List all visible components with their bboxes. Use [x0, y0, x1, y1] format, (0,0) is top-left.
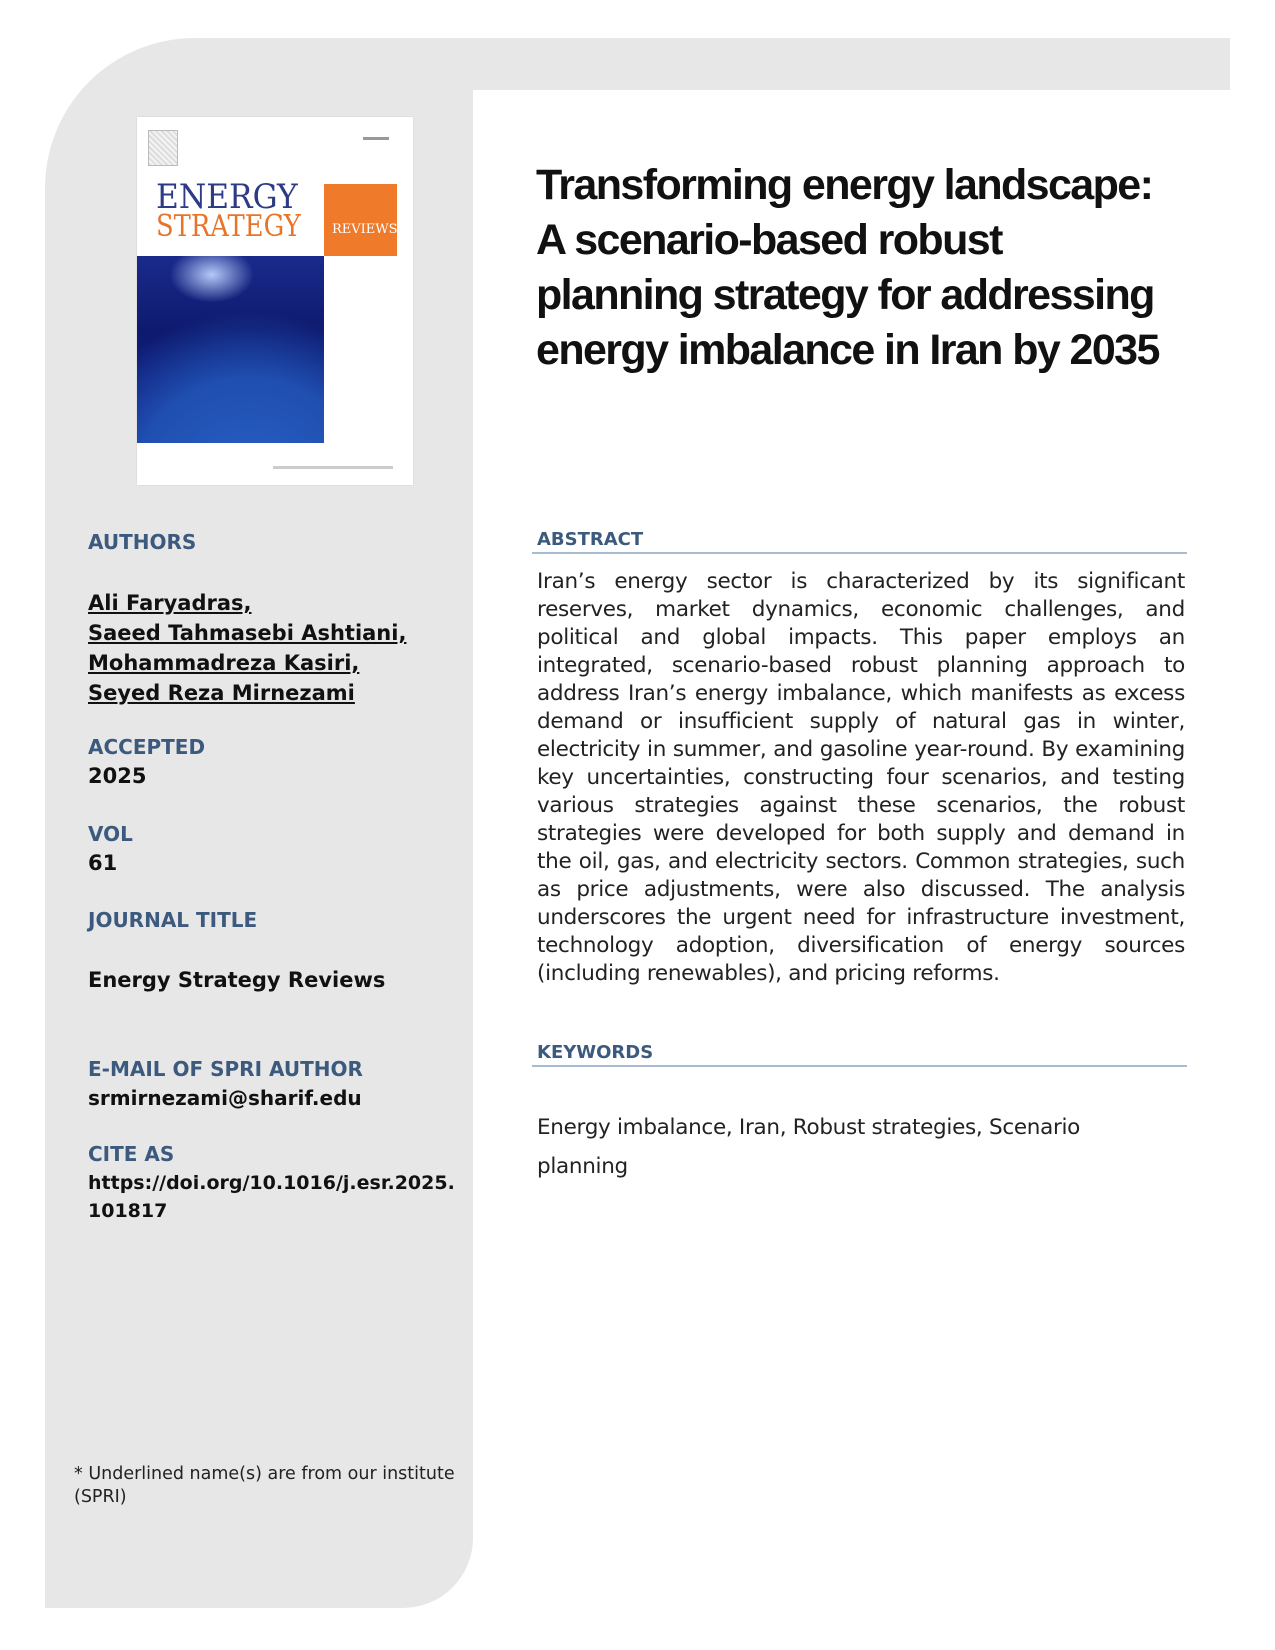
cover-footer-mark: [273, 466, 393, 469]
vol-label: VOL: [88, 822, 133, 846]
cite-doi-line2[interactable]: 101817: [88, 1200, 168, 1222]
accepted-value: 2025: [88, 764, 147, 788]
cover-title-line1: ENERGY: [156, 177, 298, 217]
abstract-divider: [532, 552, 1187, 554]
cover-globe-image: [137, 256, 324, 443]
author-name[interactable]: Saeed Tahmasebi Ashtiani,: [88, 621, 407, 645]
cover-issn-mark: [363, 137, 389, 140]
accepted-label: ACCEPTED: [88, 735, 206, 759]
journal-label: JOURNAL TITLE: [88, 908, 258, 932]
vol-value: 61: [88, 851, 118, 875]
header-band: [400, 38, 1230, 90]
email-value[interactable]: srmirnezami@sharif.edu: [88, 1086, 362, 1110]
cover-title-line2: STRATEGY: [156, 209, 301, 244]
keywords-text: Energy imbalance, Iran, Robust strategies, Scenario planning: [537, 1115, 1081, 1179]
email-label: E-MAIL OF SPRI AUTHOR: [88, 1057, 363, 1081]
author-name[interactable]: Seyed Reza Mirnezami: [88, 681, 355, 705]
institute-note: * Underlined name(s) are from our institute (SPRI): [74, 1464, 455, 1507]
cite-doi-line1[interactable]: https://doi.org/10.1016/j.esr.2025.: [88, 1172, 455, 1194]
journal-value: Energy Strategy Reviews: [88, 968, 386, 992]
cover-badge-text: REVIEWS: [332, 222, 398, 237]
paper-title: Transforming energy landscape: A scenario-based robust planning strategy for addressing energy imbalance in Iran by 2035: [536, 161, 1159, 374]
keywords-label: KEYWORDS: [537, 1042, 654, 1063]
abstract-text: Iran’s energy sector is characterized by its significant reserves, market dynamics, economic challenges, and political and global impacts. This paper employs an integrated, scenario-based robust planning approach to address Iran’s energy imbalance, which manifests as excess demand or insufficient supply of natural gas in winter, electricity in summer, and gasoline year-round. By examining key uncertainties, constructing four scenarios, and testing various strategies against these scenarios, the robust strategies were developed for both supply and demand in the oil, gas, and electricity sectors. Common strategies, such as price adjustments, were also discussed. The analysis underscores the urgent need for infrastructure investment, technology adoption, diversification of energy sources (including renewables), and pricing reforms.: [537, 569, 1185, 986]
author-name[interactable]: Ali Faryadras,: [88, 591, 252, 615]
cite-label: CITE AS: [88, 1142, 175, 1166]
authors-label: AUTHORS: [88, 530, 197, 554]
abstract-label: ABSTRACT: [537, 529, 644, 550]
cover-badge: [324, 184, 397, 256]
keywords-divider: [532, 1065, 1187, 1067]
authors-list: [88, 588, 406, 708]
author-name[interactable]: Mohammadreza Kasiri,: [88, 651, 360, 675]
journal-cover-image: [137, 117, 413, 485]
publisher-logo-icon: [148, 130, 178, 166]
